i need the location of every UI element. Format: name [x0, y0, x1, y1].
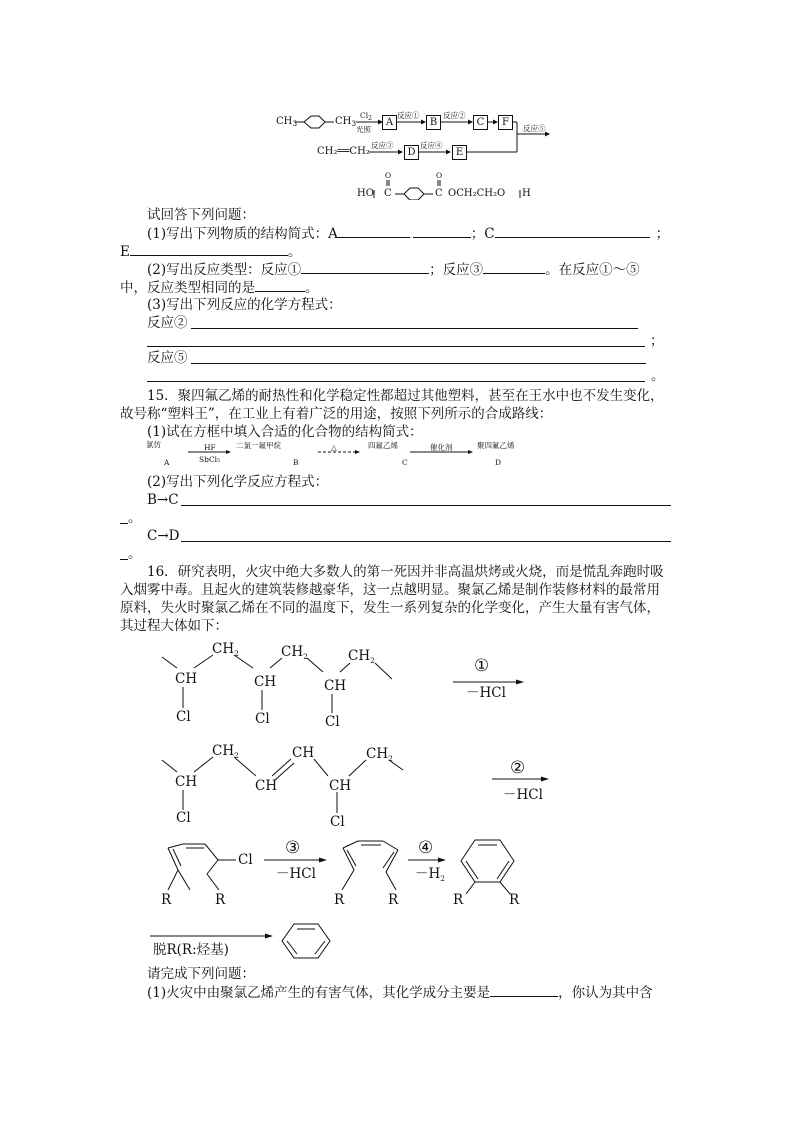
route-catalyst: 催化剂	[430, 443, 453, 452]
product-h: H	[522, 188, 531, 199]
q14-r5-end: 。	[651, 368, 665, 384]
r1-ch2-1-text: CH	[212, 641, 235, 657]
box-f: F	[498, 115, 513, 130]
route-sbcl5: SbCl₅	[199, 455, 221, 464]
q15-bc-end: 。	[128, 510, 142, 526]
sub: 2	[234, 751, 239, 760]
step-3-cond: －HCl	[276, 866, 316, 882]
q14-e-end: 。	[287, 244, 302, 260]
r2-ch2-1-text: CH	[212, 743, 235, 759]
label-r1: 反应①	[397, 111, 420, 120]
q14-part3: (3)写出下列反应的化学方程式：	[147, 297, 342, 313]
sub: 2	[388, 754, 393, 763]
q16-line1: 16．研究表明，火灾中绝大多数人的第一死因并非高温烘烤或火烧，而是慌乱奔跑时吸	[147, 564, 664, 580]
route-label-c: C	[402, 458, 408, 467]
q15-line1: 15．聚四氟乙烯的耐热性和化学稳定性都超过其他塑料，甚至在王水中也不发生变化，	[147, 388, 664, 404]
q16-q1-text: (1)火灾中由聚氯乙烯产生的有害气体，其化学成分主要是	[147, 985, 491, 1001]
r1-cl-2: Cl	[255, 711, 270, 727]
r1-ch-1: CH	[175, 671, 198, 687]
q14-part2-line2-end: 。	[305, 280, 319, 296]
r1-ch2-3-text: CH	[348, 648, 371, 664]
sub: 2	[303, 652, 308, 661]
q14-part2-text: (2)写出反应类型：反应①	[147, 262, 302, 278]
product-ho: HO	[357, 188, 374, 199]
q14-intro: 试回答下列问题：	[147, 207, 255, 223]
route-product1: 二氯一氟甲烷	[236, 441, 281, 450]
step-4: ④	[418, 838, 434, 858]
r1-ch2-1	[212, 640, 239, 663]
step-4-cond	[415, 865, 445, 888]
r2-cl-1: Cl	[176, 810, 191, 826]
box-e: E	[452, 145, 467, 160]
q14-part1-text: (1)写出下列物质的结构简式：A	[147, 226, 338, 242]
q15-cd-end: 。	[128, 546, 142, 562]
step-4-cond-text: －H	[415, 866, 441, 882]
sub: 3	[351, 119, 357, 128]
q14-part2-end: 。在反应①～⑤	[545, 262, 640, 278]
q15-line2: 故号称“塑料王”，在工业上有着广泛的用途，按照下列所示的合成路线：	[120, 406, 553, 422]
step-5-cond: 脱R(R:烃基)	[153, 942, 229, 958]
label-r5: 反应⑤	[523, 124, 546, 133]
route-hf: HF	[204, 443, 216, 452]
q15-b-to-c: B→C	[147, 492, 179, 508]
r2-ch-4: CH	[329, 778, 352, 794]
cond-cl2: Cl	[360, 111, 369, 120]
step-1: ①	[474, 656, 490, 676]
sub: 2	[440, 874, 446, 883]
route-product3: 聚四氟乙烯	[477, 441, 515, 450]
q14-r2-end: ；	[650, 333, 664, 349]
product-o1: O	[385, 171, 392, 180]
q14-part1-c: ；C	[470, 226, 495, 242]
ethylene: CH₂══CH₂	[317, 146, 370, 157]
q16-line3: 原料，失火时聚氯乙烯在不同的温度下，发生一系列复杂的化学变化，产生大量有害气体，	[120, 600, 660, 616]
q15-c-to-d: C→D	[147, 528, 180, 544]
r1-ch2-2	[281, 643, 308, 666]
q14-r2-label: 反应②	[147, 315, 188, 331]
q14-part1-c-end: ；	[655, 226, 670, 242]
r2-ch-1: CH	[175, 774, 198, 790]
route-label-b: B	[293, 458, 299, 467]
route-heat: △	[331, 443, 337, 452]
q15-part1: (1)试在方框中填入合适的化合物的结构简式：	[147, 424, 423, 440]
label-r4: 反应④	[420, 141, 443, 150]
r2-ch2-2-text: CH	[366, 746, 389, 762]
q14-r5-label: 反应⑤	[147, 350, 188, 366]
r3-r-4: R	[388, 892, 399, 908]
r1-cl-3: Cl	[325, 714, 340, 730]
product-c2: C	[435, 188, 443, 199]
box-d: D	[404, 145, 419, 160]
r1-ch2-2-text: CH	[281, 644, 304, 660]
start-right-ch3: CH	[335, 116, 352, 127]
r3-cl: Cl	[238, 852, 253, 868]
q16-q1	[147, 983, 653, 1002]
sub: 2	[234, 649, 239, 658]
r3-r-1: R	[161, 892, 172, 908]
r3-r-5: R	[453, 892, 464, 908]
sub: 3	[292, 119, 298, 128]
dot-mark: .	[409, 231, 413, 241]
r2-ch2-2	[366, 745, 393, 768]
product-o2: O	[436, 171, 443, 180]
r3-r-2: R	[215, 892, 226, 908]
box-a: A	[382, 115, 397, 130]
cond-light: 光照	[356, 125, 371, 134]
route-start: 氯仿	[146, 440, 161, 449]
r2-ch-3: CH	[292, 745, 315, 761]
r3-r-6: R	[509, 892, 520, 908]
r2-ch-2: CH	[255, 778, 278, 794]
route-product2: 四氟乙烯	[368, 441, 398, 450]
answer-blank-gas[interactable]	[490, 983, 558, 997]
route-label-d: D	[495, 458, 502, 467]
route-label-a: A	[164, 458, 170, 467]
r3-r-3: R	[334, 892, 345, 908]
product-och2ch2o: OCH₂CH₂O	[448, 188, 506, 199]
r1-ch-3: CH	[324, 678, 347, 694]
step-3: ③	[285, 838, 301, 858]
sub: 2	[370, 656, 375, 665]
q14-part2-line2-text: 中，反应类型相同的是	[120, 280, 255, 296]
sub: 2	[368, 115, 372, 122]
q16-ask: 请完成下列问题：	[147, 966, 255, 982]
step-1-cond: －HCl	[466, 685, 506, 701]
q16-line4: 其过程大体如下：	[120, 618, 228, 634]
q14-part2-r3: ；反应③	[429, 262, 484, 278]
r2-ch2-1	[212, 742, 239, 765]
q16-q1-end: ，你认为其中含	[558, 985, 653, 1001]
q16-line2: 入烟雾中毒。且起火的建筑装修越豪华，这一点越明显。聚氯乙烯是制作装修材料的最常用	[120, 582, 660, 598]
q15-part2: (2)写出下列化学反应方程式：	[147, 474, 329, 490]
label-r3: 反应③	[371, 141, 394, 150]
q14-e-label: E	[120, 244, 130, 260]
product-c1: C	[384, 188, 392, 199]
r1-ch-2: CH	[254, 674, 277, 690]
box-c: C	[473, 115, 488, 130]
label-r2: 反应②	[443, 111, 466, 120]
step-2-cond: －HCl	[503, 787, 543, 803]
box-b: B	[426, 115, 441, 130]
r1-ch2-3	[348, 647, 375, 670]
start-left-ch3: CH	[276, 116, 293, 127]
r1-cl-1: Cl	[176, 709, 191, 725]
r2-cl-2: Cl	[330, 814, 345, 830]
step-2: ②	[510, 758, 526, 778]
